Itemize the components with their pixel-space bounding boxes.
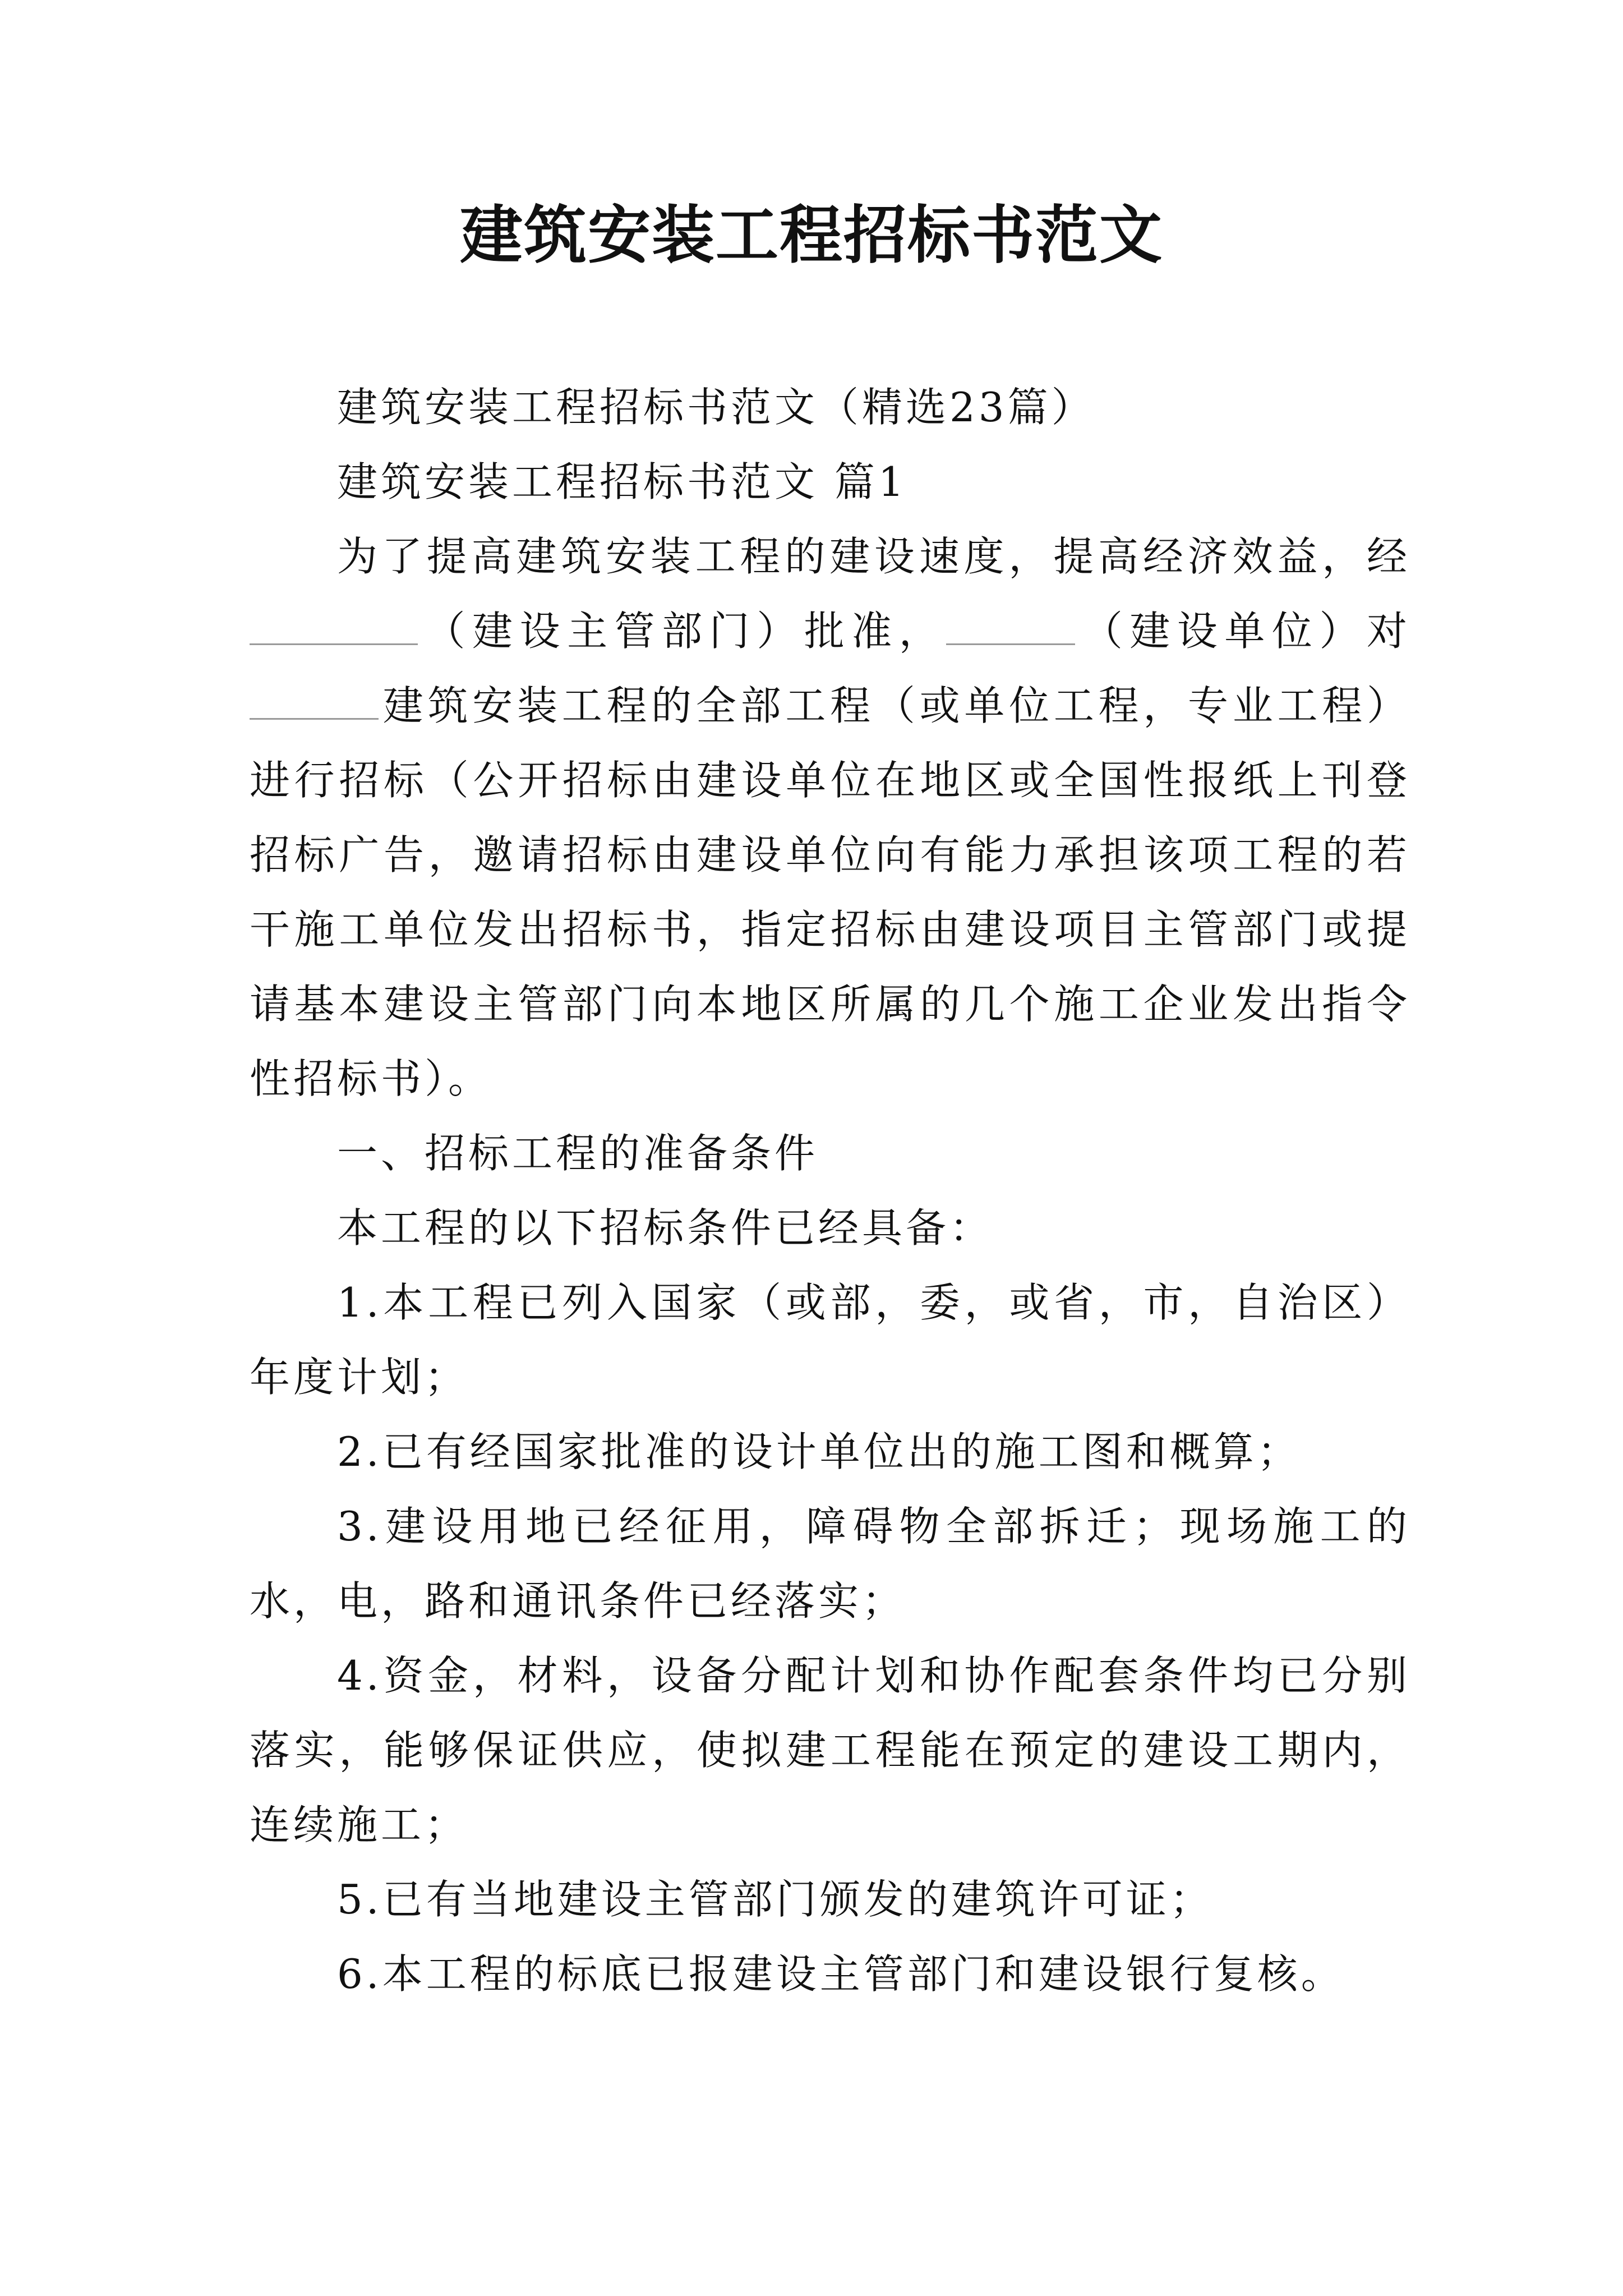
intro-paragraph	[250, 519, 1410, 1116]
intro-text-4: 建筑安装工程的全部工程（或单位工程，专业工程）进行招标（公开招标由建设单位在地区或全国性报纸上刊登招标广告，邀请招标由建设单位向有能力承担该项工程的若干施工单位发出招标书，指定招标由建设项目主管部门或提请基本建设主管部门向本地区所属的几个施工企业发出指令性招标书）。	[250, 682, 1410, 1102]
condition-item: 6.本工程的标底已报建设主管部门和建设银行复核。	[337, 1950, 1345, 1998]
condition-item: 3.建设用地已经征用，障碍物全部拆迁；现场施工的水，电，路和通讯条件已经落实；	[250, 1503, 1410, 1625]
fill-in-blank	[250, 684, 379, 720]
fill-in-blank	[946, 610, 1075, 645]
document-subtitle: 建筑安装工程招标书范文（精选23篇）	[337, 384, 1095, 431]
condition-item: 2.已有经国家批准的设计单位出的施工图和概算；	[337, 1428, 1301, 1475]
intro-text-1: 为了提高建筑安装工程的建设速度，提高经济效益，经	[337, 533, 1410, 580]
document-title: 建筑安装工程招标书范文	[460, 199, 1163, 272]
condition-item: 1.本工程已列入国家（或部，委，或省，市，自治区）年度计划；	[250, 1279, 1410, 1401]
intro-text-3: （建设单位）对	[1078, 608, 1410, 655]
heading-preparation: 一、招标工程的准备条件	[337, 1130, 819, 1177]
conditions-intro: 本工程的以下招标条件已经具备：	[337, 1204, 994, 1251]
condition-item: 4.资金，材料，设备分配计划和协作配套条件均已分别落实，能够保证供应，使拟建工程能在预定的建设工期内，连续施工；	[250, 1652, 1410, 1848]
section-heading: 建筑安装工程招标书范文 篇1	[337, 458, 907, 505]
intro-text-2: （建设主管部门）批准，	[421, 608, 947, 655]
condition-item: 5.已有当地建设主管部门颁发的建筑许可证；	[337, 1876, 1214, 1923]
fill-in-blank	[250, 610, 418, 645]
document-body	[250, 370, 1410, 2012]
